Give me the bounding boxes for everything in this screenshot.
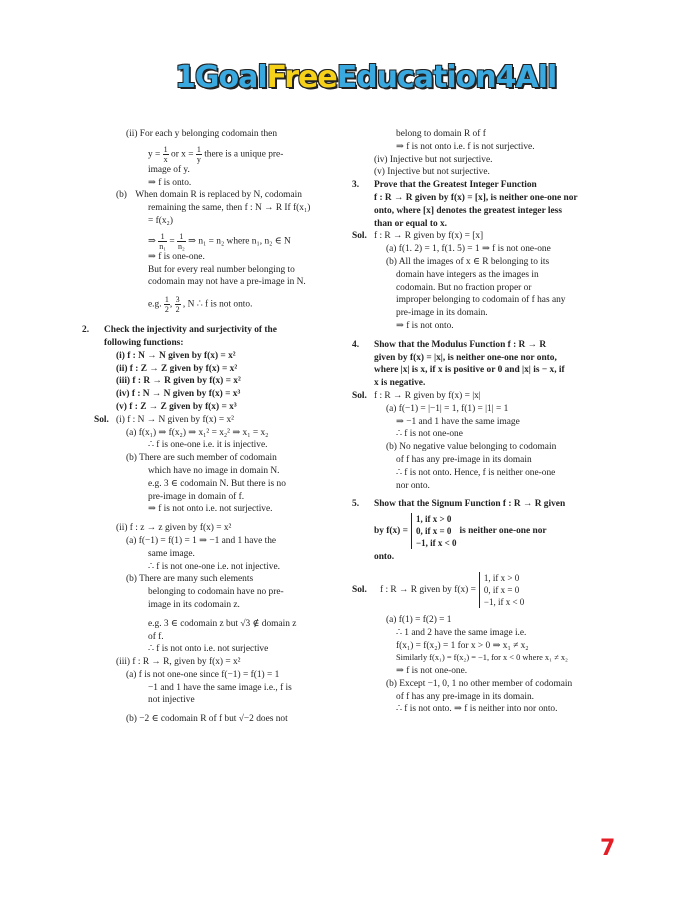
text-line: belonging to codomain have no pre- [148,587,284,598]
text-line: ∴ f is not onto i.e. not surjective [148,644,269,655]
text-line: (v) f : Z → Z given by f(x) = x³ [116,401,237,412]
text-line [104,189,342,202]
text-line: onto. [374,552,395,563]
sol-text: f : R → R given by f(x) = [x] [374,231,484,242]
solution-line [352,570,598,610]
text-line: (iv) f : N → N given by f(x) = x³ [116,389,241,400]
logo-part-3: Education4All [336,60,557,95]
text-line: ⇒ −1 and 1 have the same image [396,416,520,427]
text-line: codomain. But no fraction proper or [396,282,532,293]
text-line: −1 and 1 have the same image i.e., f is [148,682,292,693]
case-line: 1, if x > 0 [483,572,520,583]
fraction [177,232,186,251]
sol-text: (i) f : N → N given by f(x) = x² [116,414,234,425]
text-line: nor onto. [396,480,430,491]
question-number: 5. [352,499,360,510]
text-line: following functions: [104,337,184,348]
text-line: (b) There are such member of codomain [126,453,277,464]
eq-text: , N ∴ f is not onto. [182,299,253,310]
text-line: (b) No negative value belonging to codomain [386,442,557,453]
solution-line [352,230,598,243]
text-line: But for every real number belonging to [148,264,295,275]
question-number: 4. [352,339,360,350]
frac-num: 1 [196,144,201,154]
text-line: codomain may not have a pre-image in N. [148,277,306,288]
text-line: x is negative. [374,378,426,389]
case-line: 0, if x = 0 [483,584,520,595]
left-column [82,128,342,726]
text-line: than or equal to x. [374,218,448,229]
question-text: Show that the Signum Function f : R → R given [374,499,566,510]
text-line: ⇒ f is onto. [148,177,192,188]
eq-text: e.g. [148,299,162,310]
text-line: where |x| is x, if x is positive or 0 and |x| is − x, if [374,365,565,376]
logo-part-1: 1Goal [175,60,267,95]
text-line: improper belonging to codomain of f has any [396,295,566,306]
text-line: (a) f(1) = f(2) = 1 [386,614,452,625]
text-line: (ii) f : z → z given by f(x) = x² [116,523,232,534]
frac-num: 1 [163,144,168,154]
equation-line [104,145,342,164]
case-line: 1, if x > 0 [415,514,452,525]
sol-label: Sol. [352,390,367,401]
text-line: not injective [148,695,195,706]
eq-text: is neither one-one nor [459,525,547,536]
question-text: Show that the Modulus Function f : R → R [374,339,547,350]
text-line: (iii) f : R → R, given by f(x) = x² [116,657,241,668]
text-line: ∴ f is not onto. ⇒ f is neither into nor onto. [396,704,558,715]
text-line: (b) −2 ∈ codomain R of f but √−2 does not [126,714,288,725]
fraction [158,232,167,251]
question-3 [352,179,598,192]
text-line: (a) f(x₁) ⇒ f(x₂) ⇒ x₁² = x₂² ⇒ x₁ = x₂ [126,427,269,438]
sol-text: f : R → R given by f(x) = |x| [374,390,481,401]
frac-den: n₁ [159,241,166,251]
text-line: (b) There are many such elements [126,574,254,585]
eq-text: = [169,236,175,247]
question-2 [82,324,342,337]
text-line: (b) All the images of x ∈ R belonging to its [386,256,550,267]
text-line: (a) f(−1) = |−1| = 1, f(1) = |1| = 1 [386,403,509,414]
text-line: of f. [148,631,164,642]
sol-label: Sol. [94,414,109,425]
case-line: −1, if x < 0 [483,596,525,607]
item-text: When domain R is replaced by N, codomain [135,190,302,201]
text-line: ∴ f is not onto. Hence, f is neither one-one [396,467,556,478]
frac-den: x [163,154,168,164]
text-line: given by f(x) = |x|, is neither one-one nor onto, [374,352,557,363]
text-line: of f has any pre-image in its domain. [396,691,534,702]
text-line: f : R → R given by f(x) = [x], is neither one-one nor [374,192,578,203]
logo-part-2: Free [266,60,337,95]
text-line: (i) f : N → N given by f(x) = x² [116,350,236,361]
piecewise-brace [479,572,524,608]
text-line: image of y. [148,164,190,175]
text-line: onto, where [x] denotes the greatest integer less [374,205,562,216]
text-line: f(x₁) = f(x₂) = 1 for x > 0 ⇒ x₁ ≠ x₂ [396,640,529,651]
text-line: ∴ f is not one-one [396,429,463,440]
eq-text: ⇒ [148,236,156,247]
text-line: ⇒ f is not onto i.e. not surjective. [148,504,273,515]
question-text: Check the injectivity and surjectivity of the [104,325,277,336]
solution-line [352,390,598,403]
eq-text: there is a unique pre- [204,149,284,160]
text-line: pre-image in its domain. [396,308,488,319]
fraction [175,295,181,314]
text-line: belong to domain R of f [396,129,486,139]
text-line: pre-image in domain of f. [148,491,245,502]
text-line: (v) Injective but not surjective. [374,167,490,178]
text-line: ∴ f is one-one i.e. it is injective. [148,440,268,451]
question-4 [352,339,598,352]
text-line: of f has any pre-image in its domain [396,454,532,465]
text-line: (iii) f : R → R given by f(x) = x² [116,376,241,387]
question-number: 2. [82,325,90,336]
fraction [196,145,202,164]
text-line: (a) f(−1) = f(1) = 1 ⇒ −1 and 1 have the [126,535,277,546]
sol-label: Sol. [352,584,367,595]
question-number: 3. [352,180,360,191]
text-line: ⇒ f is one-one. [148,251,205,262]
text-line: ⇒ f is not onto. [396,320,454,331]
text-line: ∴ 1 and 2 have the same image i.e. [396,627,527,638]
text-line: Similarly f(x₁) = f(x₂) = −1, for x < 0 where x₁ ≠ x₂ [396,653,568,663]
text-line: remaining the same, then f : N → R If f(x₁) [148,203,311,214]
solution-line [94,414,342,427]
question-text: Prove that the Greatest Integer Function [374,180,537,191]
eq-text: y = [148,149,161,160]
equation-line: e.g. $\frac{1}{2}$ , $\frac{3}{2}$ , N ∴ f is not onto. [148,295,253,315]
signum-definition [352,511,598,551]
text-line: (a) f is not one-one since f(−1) = f(1) = 1 [126,669,280,680]
fraction [164,295,170,314]
text-line: = f(x₂) [148,215,173,226]
text-line: domain have integers as the images in [396,269,539,280]
page-number: 7 [600,836,616,861]
text-line: e.g. 3 ∈ codomain N. But there is no [148,478,286,489]
frac-num: 1 [177,232,186,242]
text-line: (ii) For each y belonging codomain then [126,129,278,139]
text-line: ⇒ f is not one-one. [396,666,468,677]
text-line: (ii) f : Z → Z given by f(x) = x² [116,363,238,374]
piecewise-brace [411,513,457,549]
text-line: e.g. 3 ∈ codomain z but √3 ∉ domain z [148,618,297,629]
eq-text: ⇒ n₁ = n₂ where n₁, n₂ ∈ N [188,236,291,247]
eq-text: by f(x) = [374,525,408,536]
text-line: (a) f(1. 2) = 1, f(1. 5) = 1 ⇒ f is not one-one [386,244,551,255]
frac-den: y [196,154,201,164]
case-line: 0, if x = 0 [415,526,452,537]
text-line: (b) Except −1, 0, 1 no other member of codomain [386,678,573,689]
right-column [352,128,598,716]
eq-text: or x = [171,149,194,160]
text-line: ∴ f is not one-one i.e. not injective. [148,561,280,572]
site-logo [175,60,557,96]
frac-num: 1 [164,295,169,305]
text-line: which have no image in domain N. [148,465,280,476]
text-line: same image. [148,548,195,559]
frac-den: 2 [164,305,169,315]
frac-den: n₂ [177,241,185,251]
text-line: image in its codomain z. [148,599,240,610]
item-label: (b) [116,190,127,201]
frac-den: 2 [175,305,180,315]
question-5 [352,498,598,511]
case-line: −1, if x < 0 [415,538,457,549]
frac-num: 1 [158,232,167,242]
text-line: ⇒ f is not onto i.e. f is not surjective. [396,141,535,152]
frac-num: 3 [175,295,180,305]
eq-text: f : R → R given by f(x) = [380,584,476,595]
equation-line [104,232,342,251]
text-line: (iv) Injective but not surjective. [374,154,493,165]
fraction [163,145,169,164]
sol-label: Sol. [352,231,367,242]
